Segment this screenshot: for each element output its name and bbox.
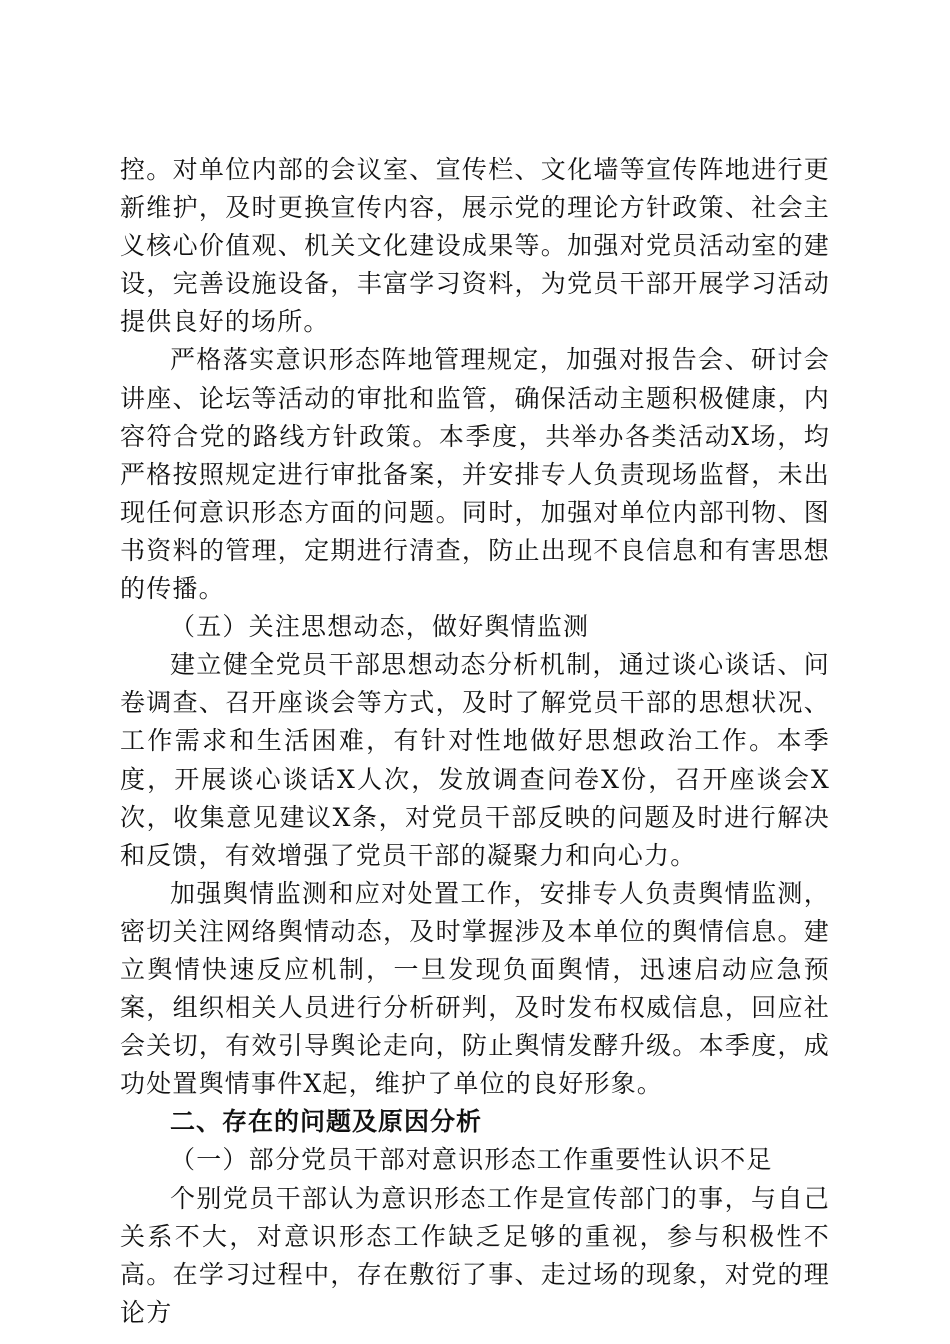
paragraph-public-opinion: 加强舆情监测和应对处置工作，安排专人负责舆情监测，密切关注网络舆情动态，及时掌握涉及本单位的舆情信息。建立舆情快速反应机制，一旦发现负面舆情，迅速启动应急预案，组织相关人员进行分析研判，及时发布权威信息，回应社会关切，有效引导舆论走向，防止舆情发酵升级。本季度，成功处置舆情事件X起，维护了单位的良好形象。 xyxy=(120,878,830,1099)
document-body xyxy=(120,151,830,1332)
subheading-one: （一）部分党员干部对意识形态工作重要性认识不足 xyxy=(170,1145,773,1175)
section-heading-two: 二、存在的问题及原因分析 xyxy=(170,1107,483,1137)
paragraph-continuation: 控。对单位内部的会议室、宣传栏、文化墙等宣传阵地进行更新维护，及时更换宣传内容，展示党的理论方针政策、社会主义核心价值观、机关文化建设成果等。加强对党员活动室的建设，完善设施设备，丰富学习资料，为党员干部开展学习活动提供良好的场所。 xyxy=(120,155,830,337)
paragraph-position-management: 严格落实意识形态阵地管理规定，加强对报告会、研讨会讲座、论坛等活动的审批和监管，确保活动主题积极健康，内容符合党的路线方针政策。本季度，共举办各类活动X场，均严格按照规定进行审批备案，并安排专人负责现场监督，未出现任何意识形态方面的问题。同时，加强对单位内部刊物、图书资料的管理，定期进行清查，防止出现不良信息和有害思想的传播。 xyxy=(120,345,830,604)
paragraph-problem-awareness: 个别党员干部认为意识形态工作是宣传部门的事，与自己关系不大，对意识形态工作缺乏足够的重视，参与积极性不高。在学习过程中，存在敷衍了事、走过场的现象，对党的理论方 xyxy=(120,1183,830,1327)
paragraph-thought-analysis: 建立健全党员干部思想动态分析机制，通过谈心谈话、问卷调查、召开座谈会等方式，及时了解党员干部的思想状况、工作需求和生活困难，有针对性地做好思想政治工作。本季度，开展谈心谈话X人次，发放调查问卷X份，召开座谈会X次，收集意见建议X条，对党员干部反映的问题及时进行解决和反馈，有效增强了党员干部的凝聚力和向心力。 xyxy=(120,650,830,870)
subheading-five: （五）关注思想动态，做好舆情监测 xyxy=(170,612,590,642)
